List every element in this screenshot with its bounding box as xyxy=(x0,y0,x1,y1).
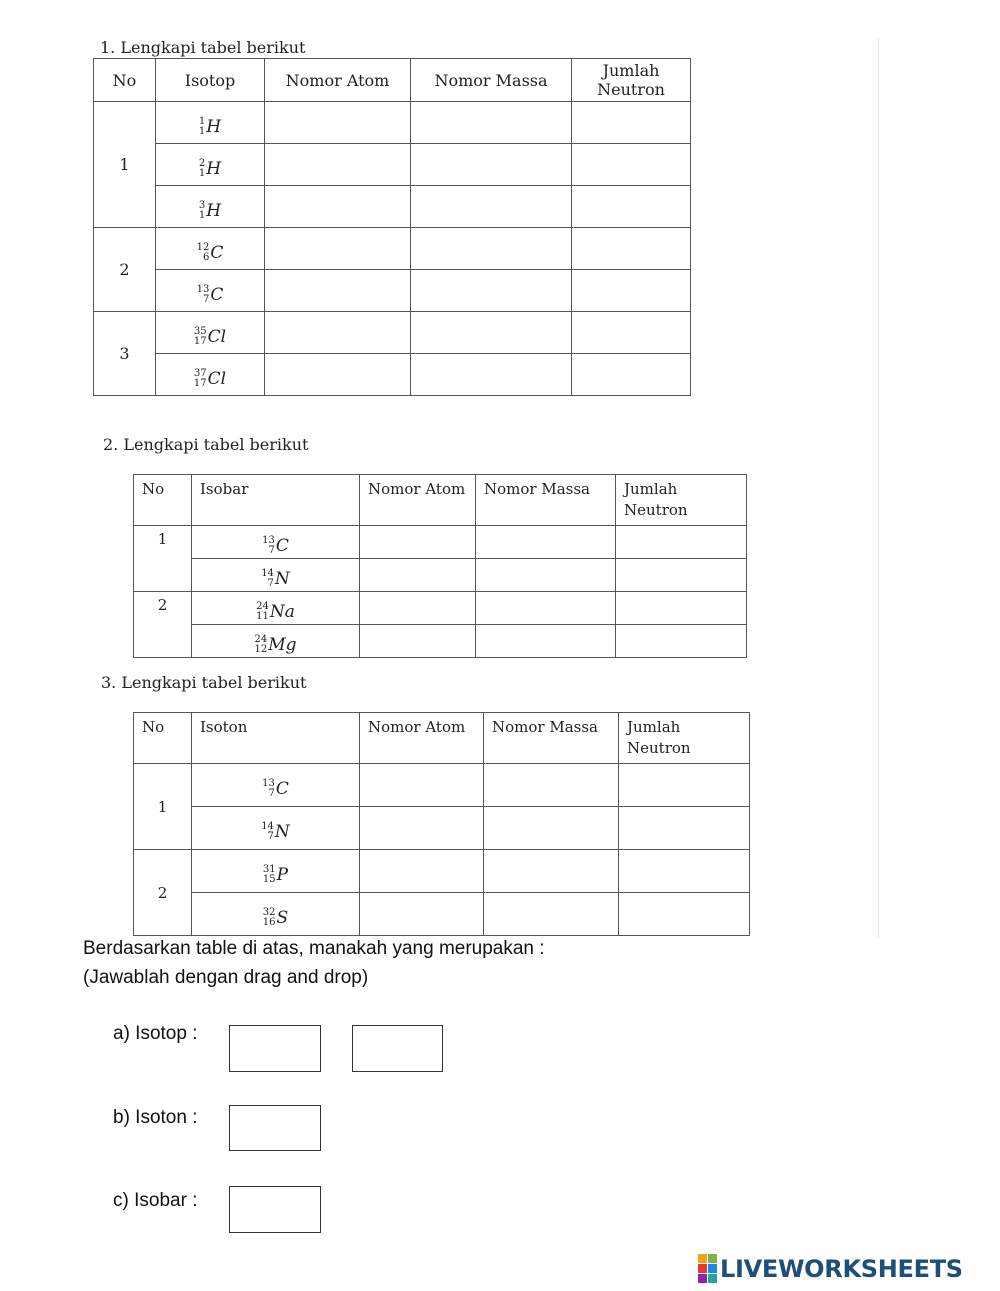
element-symbol: Cl xyxy=(207,368,227,389)
nuclide-notation xyxy=(263,908,288,928)
answer-cell[interactable] xyxy=(360,625,476,658)
column-header: Nomor Massa xyxy=(476,475,616,526)
answer-cell[interactable] xyxy=(616,625,747,658)
column-header: Nomor Massa xyxy=(484,713,619,764)
table-row xyxy=(134,625,747,658)
answer-cell[interactable] xyxy=(411,354,572,396)
answer-cell[interactable] xyxy=(360,559,476,592)
nuclide-notation xyxy=(199,117,221,137)
atomic-number: 7 xyxy=(268,788,275,799)
nuclide-cell xyxy=(192,850,360,893)
nuclide-notation xyxy=(197,285,224,305)
mass-number: 35 xyxy=(193,325,207,337)
nuclide-cell xyxy=(192,893,360,936)
answer-label-isoton: b) Isoton : xyxy=(113,1107,198,1128)
element-symbol: C xyxy=(210,242,224,263)
nuclide-notation xyxy=(254,635,296,655)
section-3-title: 3. Lengkapi tabel berikut xyxy=(101,673,307,692)
row-number: 2 xyxy=(134,850,192,936)
nuclide-cell xyxy=(156,270,265,312)
column-header: Isobar xyxy=(192,475,360,526)
atomic-number: 1 xyxy=(198,125,206,137)
atomic-number: 1 xyxy=(198,209,206,221)
answer-cell[interactable] xyxy=(616,592,747,625)
nuclide-notation xyxy=(262,779,289,799)
element-symbol: C xyxy=(210,284,224,305)
row-number: 2 xyxy=(94,228,156,312)
mass-number: 13 xyxy=(262,535,275,546)
nuclide-notation xyxy=(261,822,290,842)
element-symbol: Cl xyxy=(207,326,227,347)
nuclide-notation xyxy=(199,201,221,221)
nuclide-notation xyxy=(263,865,288,885)
row-number: 2 xyxy=(134,592,192,658)
nuclide-cell xyxy=(192,764,360,807)
mass-number: 2 xyxy=(198,157,206,169)
element-symbol: P xyxy=(276,865,289,885)
answer-cell[interactable] xyxy=(265,354,411,396)
logo-tile xyxy=(698,1274,707,1283)
atomic-number: 7 xyxy=(268,545,275,556)
column-header: Nomor Atom xyxy=(360,713,484,764)
answer-cell[interactable] xyxy=(360,764,484,807)
answer-cell[interactable] xyxy=(265,270,411,312)
element-symbol: H xyxy=(206,158,222,179)
answer-cell[interactable] xyxy=(619,807,750,850)
column-header: Jumlah Neutron xyxy=(619,713,750,764)
answer-cell[interactable] xyxy=(572,354,691,396)
element-symbol: C xyxy=(275,779,289,799)
logo-tile xyxy=(698,1254,707,1263)
table-row xyxy=(94,144,691,186)
column-header: Jumlah Neutron xyxy=(572,59,691,102)
mass-number: 3 xyxy=(198,199,206,211)
mass-number: 32 xyxy=(262,907,276,918)
isoton-table xyxy=(133,712,750,936)
nuclide-cell xyxy=(156,228,265,270)
column-header: No xyxy=(134,713,192,764)
logo-tile xyxy=(708,1264,717,1273)
answer-cell[interactable] xyxy=(484,893,619,936)
mass-number: 14 xyxy=(261,821,274,832)
question-text: Berdasarkan table di atas, manakah yang merupakan : xyxy=(83,938,545,959)
row-number: 3 xyxy=(94,312,156,396)
column-header: Nomor Massa xyxy=(411,59,572,102)
column-header: No xyxy=(94,59,156,102)
answer-cell[interactable] xyxy=(411,102,572,144)
answer-cell[interactable] xyxy=(411,186,572,228)
atomic-number: 7 xyxy=(202,293,210,305)
answer-cell[interactable] xyxy=(476,625,616,658)
answer-cell[interactable] xyxy=(411,144,572,186)
answer-cell[interactable] xyxy=(476,592,616,625)
element-symbol: H xyxy=(206,200,222,221)
row-number: 1 xyxy=(134,526,192,592)
answer-cell[interactable] xyxy=(265,144,411,186)
atomic-number: 7 xyxy=(267,831,274,842)
column-header: Isotop xyxy=(156,59,265,102)
table-row xyxy=(94,312,691,354)
mass-number: 31 xyxy=(262,864,276,875)
nuclide-cell xyxy=(192,592,360,625)
table-row xyxy=(134,850,750,893)
answer-label-isobar: c) Isobar : xyxy=(113,1190,198,1211)
section-2-title: 2. Lengkapi tabel berikut xyxy=(103,435,309,454)
atomic-number: 1 xyxy=(198,167,206,179)
logo-tiles-icon xyxy=(698,1254,717,1283)
nuclide-cell xyxy=(192,625,360,658)
table-row xyxy=(134,559,747,592)
nuclide-notation xyxy=(194,327,226,347)
table-row xyxy=(94,186,691,228)
atomic-number: 15 xyxy=(262,874,276,885)
mass-number: 24 xyxy=(256,601,269,612)
nuclide-cell xyxy=(192,807,360,850)
row-number: 1 xyxy=(94,102,156,228)
logo-tile xyxy=(708,1274,717,1283)
nuclide-cell xyxy=(192,526,360,559)
answer-cell[interactable] xyxy=(360,526,476,559)
table-row xyxy=(134,764,750,807)
table-row xyxy=(94,228,691,270)
nuclide-notation xyxy=(199,159,221,179)
atomic-number: 11 xyxy=(256,611,269,622)
atomic-number: 12 xyxy=(254,644,268,655)
mass-number: 37 xyxy=(193,367,207,379)
element-symbol: H xyxy=(206,116,222,137)
table-row xyxy=(134,807,750,850)
mass-number: 13 xyxy=(262,778,275,789)
mass-number: 1 xyxy=(198,115,206,127)
answer-cell[interactable] xyxy=(619,893,750,936)
mass-number: 12 xyxy=(196,241,210,253)
answer-cell[interactable] xyxy=(572,186,691,228)
answer-cell[interactable] xyxy=(265,186,411,228)
answer-cell[interactable] xyxy=(572,312,691,354)
table-row xyxy=(134,893,750,936)
mass-number: 13 xyxy=(196,283,210,295)
table-row xyxy=(134,526,747,559)
table-row xyxy=(94,102,691,144)
nuclide-cell xyxy=(156,186,265,228)
logo-text: LIVEWORKSHEETS xyxy=(720,1254,963,1283)
atomic-number: 17 xyxy=(193,377,207,389)
answer-cell[interactable] xyxy=(484,850,619,893)
element-symbol: C xyxy=(275,536,289,556)
nuclide-cell xyxy=(156,312,265,354)
isobar-table xyxy=(133,474,747,658)
column-header: Nomor Atom xyxy=(265,59,411,102)
answer-cell[interactable] xyxy=(411,312,572,354)
nuclide-notation xyxy=(256,602,295,622)
answer-cell[interactable] xyxy=(616,526,747,559)
answer-cell[interactable] xyxy=(265,312,411,354)
nuclide-notation xyxy=(197,243,224,263)
atomic-number: 16 xyxy=(262,917,276,928)
column-header: No xyxy=(134,475,192,526)
answer-cell[interactable] xyxy=(360,893,484,936)
nuclide-cell xyxy=(156,144,265,186)
element-symbol: Na xyxy=(269,602,295,622)
answer-cell[interactable] xyxy=(572,144,691,186)
atomic-number: 7 xyxy=(267,578,274,589)
column-header: Jumlah Neutron xyxy=(616,475,747,526)
answer-cell[interactable] xyxy=(360,850,484,893)
answer-cell[interactable] xyxy=(619,764,750,807)
answer-cell[interactable] xyxy=(484,764,619,807)
element-symbol: S xyxy=(276,908,289,928)
isobar-drop-box[interactable] xyxy=(229,1186,321,1233)
answer-cell[interactable] xyxy=(572,102,691,144)
answer-cell[interactable] xyxy=(360,807,484,850)
element-symbol: N xyxy=(274,569,290,589)
nuclide-notation xyxy=(262,536,289,556)
question-instruction: (Jawablah dengan drag and drop) xyxy=(83,967,369,988)
answer-cell[interactable] xyxy=(265,228,411,270)
isoton-drop-box[interactable] xyxy=(229,1105,321,1151)
atomic-number: 17 xyxy=(193,335,207,347)
atomic-number: 6 xyxy=(202,251,210,263)
table-row xyxy=(94,270,691,312)
column-header: Nomor Atom xyxy=(360,475,476,526)
answer-cell[interactable] xyxy=(360,592,476,625)
answer-cell[interactable] xyxy=(572,270,691,312)
answer-cell[interactable] xyxy=(265,102,411,144)
row-number: 1 xyxy=(134,764,192,850)
answer-cell[interactable] xyxy=(476,559,616,592)
logo-tile xyxy=(698,1264,707,1273)
answer-cell[interactable] xyxy=(411,228,572,270)
element-symbol: N xyxy=(274,822,290,842)
element-symbol: Mg xyxy=(268,635,297,655)
section-1-title: 1. Lengkapi tabel berikut xyxy=(100,38,306,57)
nuclide-cell xyxy=(192,559,360,592)
table-row xyxy=(134,592,747,625)
logo-tile xyxy=(708,1254,717,1263)
answer-label-isotop: a) Isotop : xyxy=(113,1023,198,1044)
page-margin-line xyxy=(878,38,879,938)
isotop-drop-box-1[interactable] xyxy=(229,1025,321,1072)
column-header: Isoton xyxy=(192,713,360,764)
isotop-table xyxy=(93,58,691,396)
mass-number: 14 xyxy=(261,568,274,579)
answer-cell[interactable] xyxy=(572,228,691,270)
answer-cell[interactable] xyxy=(484,807,619,850)
nuclide-cell xyxy=(156,102,265,144)
answer-cell[interactable] xyxy=(411,270,572,312)
isotop-drop-box-2[interactable] xyxy=(352,1025,443,1072)
answer-cell[interactable] xyxy=(476,526,616,559)
nuclide-notation xyxy=(194,369,226,389)
answer-cell[interactable] xyxy=(619,850,750,893)
mass-number: 24 xyxy=(254,634,268,645)
liveworksheets-logo xyxy=(698,1254,963,1283)
answer-cell[interactable] xyxy=(616,559,747,592)
nuclide-notation xyxy=(261,569,290,589)
nuclide-cell xyxy=(156,354,265,396)
table-row xyxy=(94,354,691,396)
